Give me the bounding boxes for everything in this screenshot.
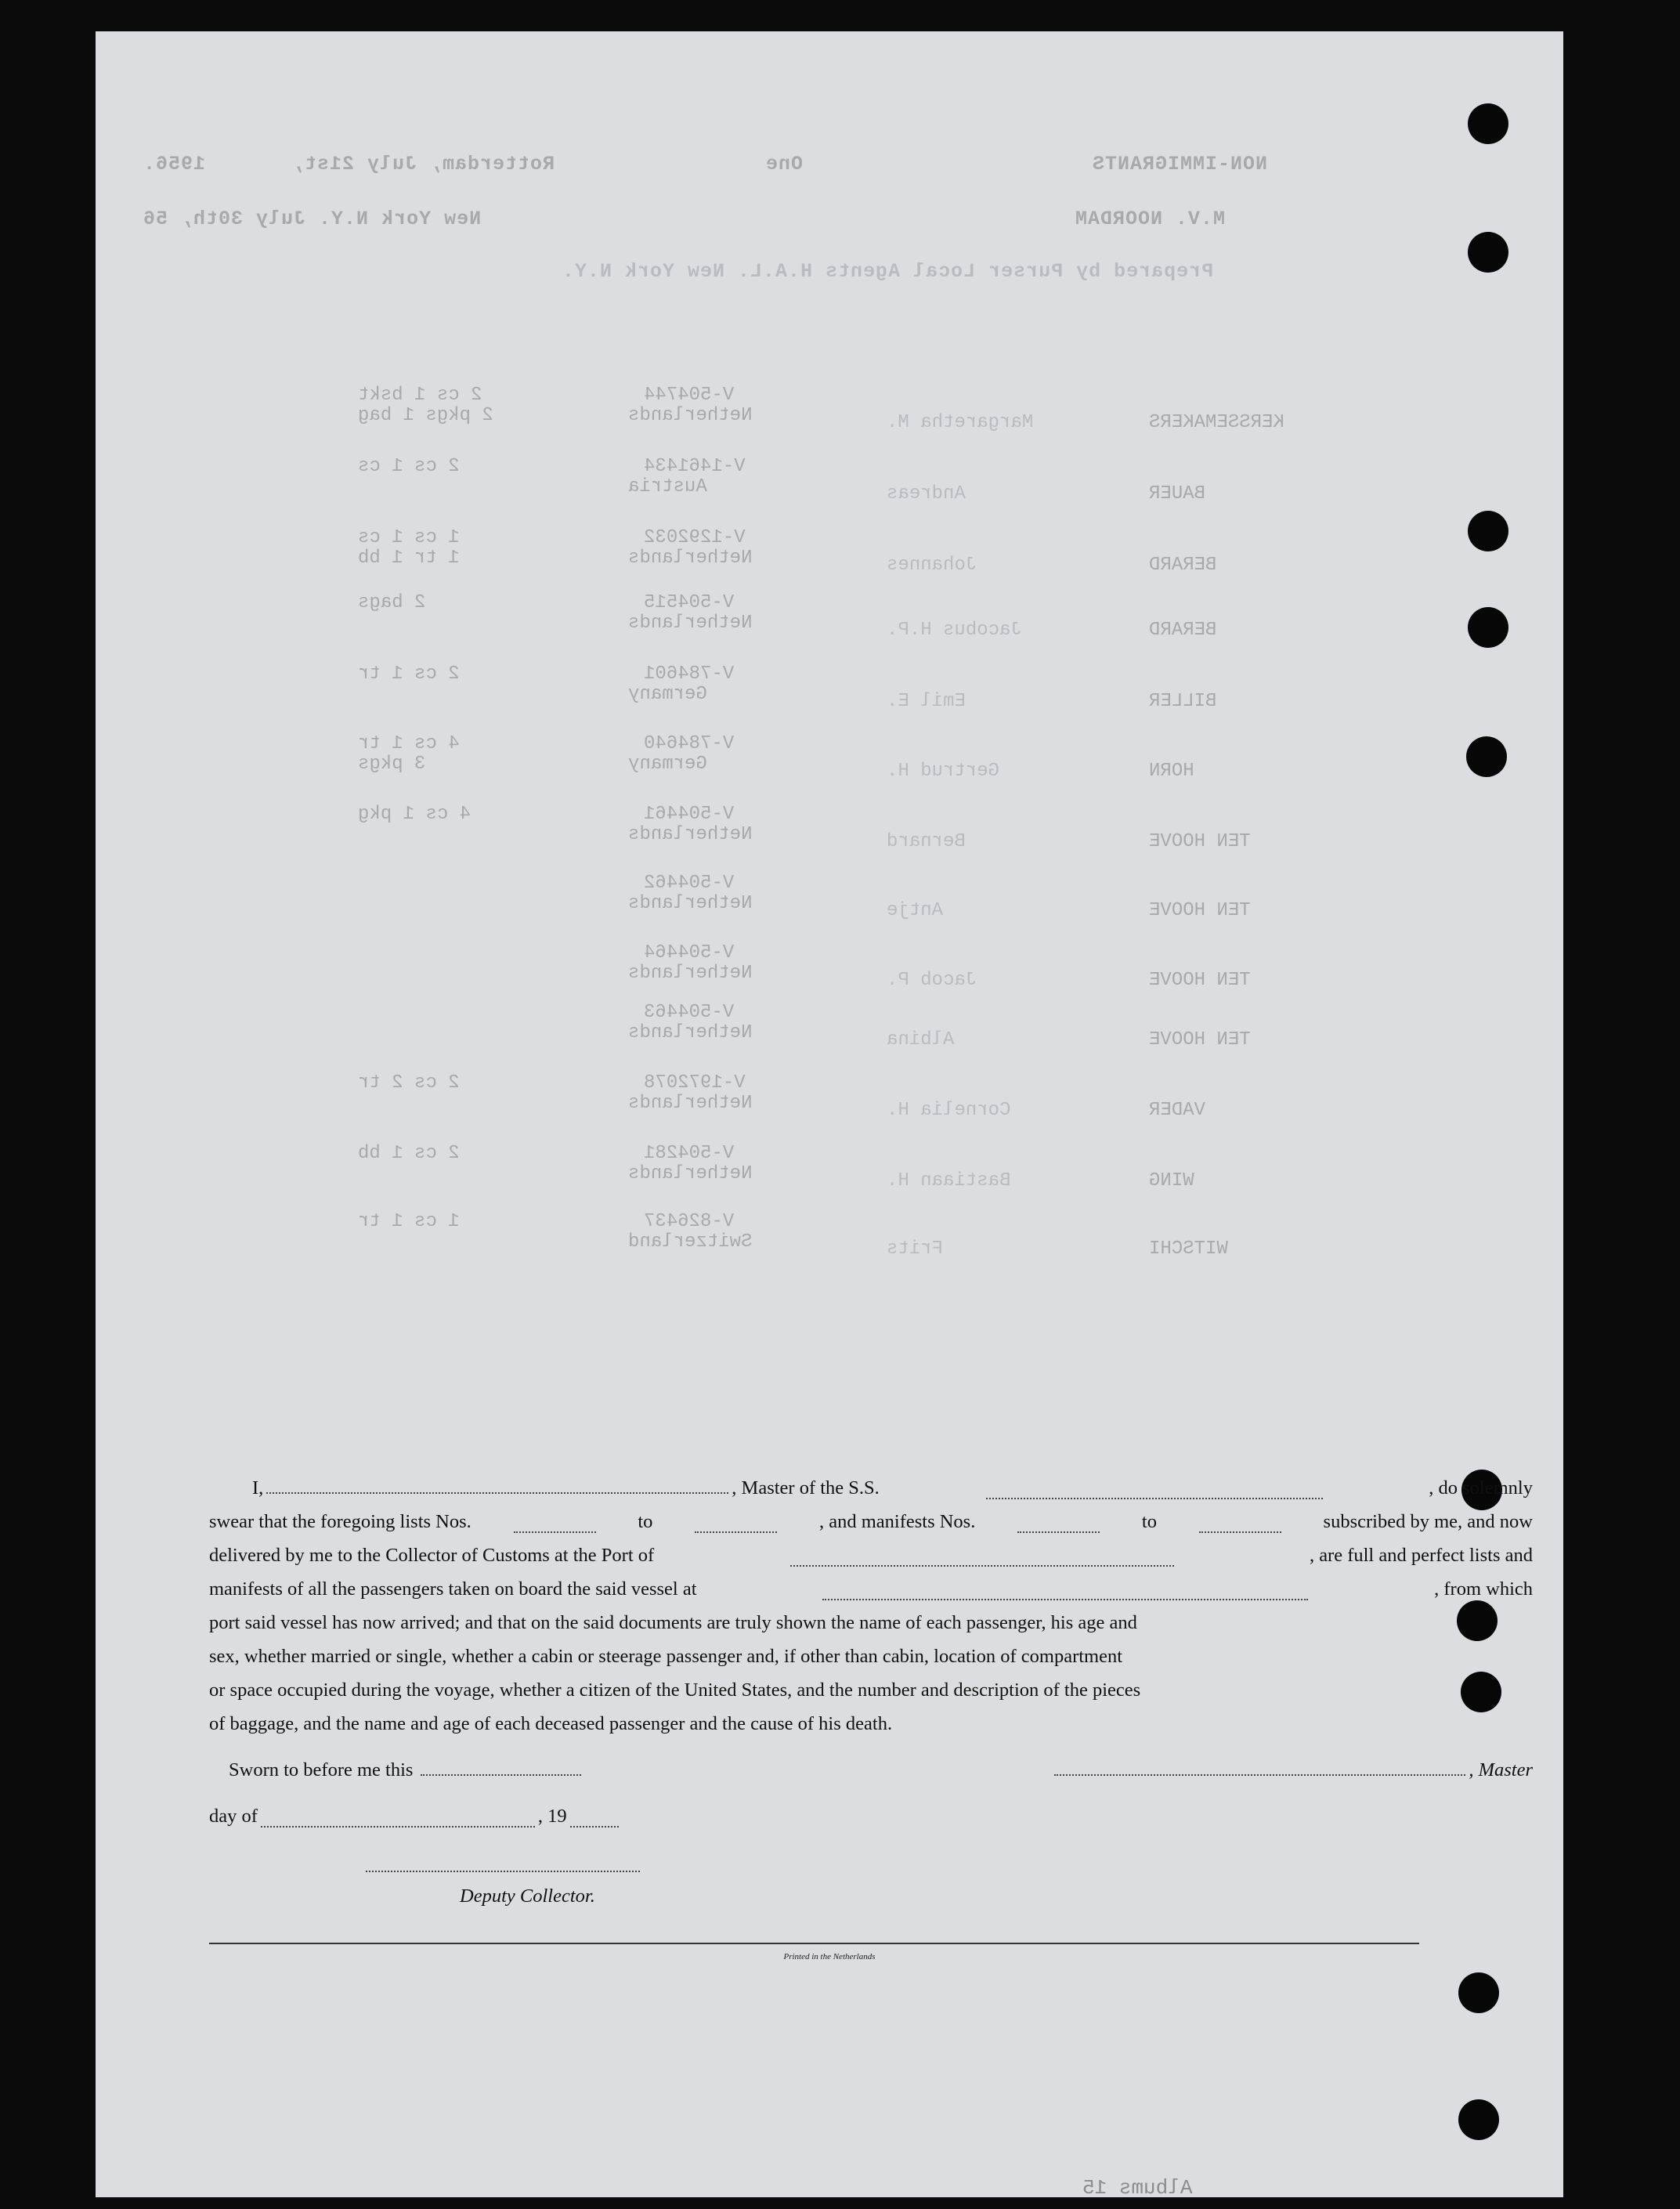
decl-text: , do solemnly [1429, 1477, 1533, 1499]
ghost-country: Netherlands [628, 1022, 753, 1043]
decl-text: subscribed by me, and now [1323, 1511, 1533, 1532]
ghost-arrival: New York N.Y. July 30th, 56 [143, 208, 482, 230]
port-blank[interactable] [790, 1548, 1174, 1567]
ghost-country: Germany [628, 684, 707, 705]
manifest-from-blank[interactable] [1017, 1514, 1100, 1533]
ghost-given: Emil E. [887, 691, 966, 712]
ghost-country: Germany [628, 754, 707, 775]
ghost-bags1: 2 cs 1 bb [358, 1143, 460, 1164]
ghost-given: Bernard [887, 831, 966, 852]
ghost-visa: V-504462 [644, 873, 735, 894]
ghost-visa: V-504744 [644, 385, 735, 406]
punch-hole [1458, 2099, 1499, 2140]
ghost-header-one: One [765, 153, 804, 175]
ghost-bags1: 1 cs 1 tr [358, 1211, 460, 1232]
ghost-country: Austria [628, 476, 707, 497]
decl-text: port said vessel has now arrived; and that on the said documents are truly shown the name of each passenger, his age and [209, 1612, 1137, 1633]
ghost-visa: V-504281 [644, 1143, 735, 1164]
manifest-to-blank[interactable] [1199, 1514, 1281, 1533]
punch-hole [1466, 736, 1507, 777]
decl-text: , from which [1434, 1578, 1533, 1600]
decl-line-4 [209, 1574, 1533, 1600]
decl-line-8 [209, 1708, 1533, 1735]
ghost-visa: V-826437 [644, 1211, 735, 1232]
ghost-given: Albina [887, 1029, 955, 1050]
punch-hole [1468, 232, 1508, 273]
ghost-visa: V-1461434 [644, 456, 746, 477]
ghost-bags1: 2 cs 1 cs [358, 456, 460, 477]
ghost-visa: V-784601 [644, 663, 735, 685]
ghost-visa: V-784640 [644, 733, 735, 754]
ghost-surname: BERARD [1149, 620, 1217, 641]
decl-text: I, [252, 1477, 264, 1499]
ghost-visa: V-1972078 [644, 1072, 746, 1094]
ghost-header-port: Rotterdam, July 21st, [291, 153, 555, 175]
ghost-country: Netherlands [628, 1163, 753, 1184]
sworn-label: Sworn to before me this [229, 1759, 414, 1781]
ghost-bags1: 2 cs 1 tr [358, 663, 460, 685]
ghost-visa: V-504461 [644, 804, 735, 825]
decl-text: , are full and perfect lists and [1309, 1545, 1533, 1566]
ghost-bags1: 2 cs 2 tr [358, 1072, 460, 1094]
ship-blank[interactable] [986, 1480, 1323, 1499]
decl-line-6 [209, 1641, 1533, 1668]
ghost-country: Netherlands [628, 1093, 753, 1114]
deputy-collector-label: Deputy Collector. [460, 1885, 595, 1907]
manifest-page [96, 31, 1563, 2197]
ghost-given: Jacob P. [887, 970, 977, 991]
ghost-given: Bastiaan H. [887, 1170, 1011, 1191]
decl-line-7 [209, 1675, 1533, 1701]
ghost-bags1: 4 cs 1 pkg [358, 804, 471, 825]
ghost-surname: TEN HOOVE [1149, 970, 1251, 991]
name-blank[interactable] [266, 1475, 728, 1494]
ghost-country: Netherlands [628, 548, 753, 569]
ghost-header-year: 1956. [143, 153, 206, 175]
ghost-surname: BERARD [1149, 555, 1217, 576]
list-from-blank[interactable] [514, 1514, 596, 1533]
footer-rule [209, 1943, 1419, 1944]
ghost-ship: M.V. NOORDAM [1075, 208, 1226, 230]
decl-text: delivered by me to the Collector of Customs at the Port of [209, 1545, 655, 1566]
ghost-surname: WING [1149, 1170, 1194, 1191]
decl-line-5 [209, 1607, 1533, 1634]
master-signature-blank[interactable] [1054, 1757, 1465, 1776]
ghost-footer: Albums 15 [1082, 2176, 1193, 2197]
decl-text: swear that the foregoing lists Nos. [209, 1511, 471, 1532]
ghost-bags1: 4 cs 1 tr [358, 733, 460, 754]
ghost-surname: TEN HOOVE [1149, 900, 1251, 921]
sworn-date-blank[interactable] [421, 1757, 581, 1776]
ghost-bags2: 2 pkgs 1 bag [358, 405, 493, 426]
decl-line-1 [209, 1473, 1533, 1499]
ghost-country: Switzerland [628, 1231, 753, 1253]
ghost-country: Netherlands [628, 963, 753, 984]
decl-text: sex, whether married or single, whether a cabin or steerage passenger and, if other than cabin, location of compartment [209, 1646, 1123, 1667]
ghost-country: Netherlands [628, 613, 753, 634]
ghost-visa: V-504463 [644, 1002, 735, 1023]
ghost-surname: BAUER [1149, 483, 1206, 504]
punch-hole [1468, 511, 1508, 551]
ghost-surname: TEN HOOVE [1149, 831, 1251, 852]
ghost-visa: V-504515 [644, 592, 735, 613]
deputy-signature-line[interactable] [366, 1871, 640, 1872]
punch-hole [1458, 1972, 1499, 2013]
ghost-given: Andreas [887, 483, 966, 504]
decl-text: to [638, 1511, 653, 1532]
ghost-given: Gertrud H. [887, 761, 1000, 782]
punch-hole [1468, 103, 1508, 144]
printed-note: Printed in the Netherlands [783, 1952, 876, 1961]
ghost-bags1: 1 cs 1 cs [358, 527, 460, 548]
ghost-given: Johannes [887, 555, 977, 576]
decl-text: , and manifests Nos. [818, 1511, 976, 1532]
decl-text: manifests of all the passengers taken on board the said vessel at [209, 1578, 697, 1600]
ghost-bags2: 3 pkgs [358, 754, 426, 775]
vessel-port-blank[interactable] [822, 1582, 1308, 1600]
ghost-surname: WITSCHI [1149, 1238, 1228, 1260]
master-label: , Master [1469, 1759, 1533, 1781]
ghost-surname: VADER [1149, 1100, 1206, 1121]
ghost-visa: V-1292032 [644, 527, 746, 548]
day-blank[interactable] [261, 1809, 535, 1828]
ghost-given: Margaretha M. [887, 412, 1034, 433]
ghost-surname: BILLER [1149, 691, 1217, 712]
ghost-given: Antje [887, 900, 944, 921]
decl-text: to [1141, 1511, 1157, 1532]
year-label: , 19 [537, 1806, 567, 1827]
ghost-surname: KERSSEMAKERS [1149, 412, 1284, 433]
list-to-blank[interactable] [695, 1514, 777, 1533]
ghost-surname: TEN HOOVE [1149, 1029, 1251, 1050]
ghost-bags1: 2 cs 1 bskt [358, 385, 482, 406]
decl-line-3 [209, 1540, 1533, 1567]
decl-line-2 [209, 1506, 1533, 1533]
decl-text: of baggage, and the name and age of each deceased passenger and the cause of his death. [209, 1713, 893, 1734]
ghost-given: Cornelia H. [887, 1100, 1011, 1121]
decl-text: or space occupied during the voyage, whether a citizen of the United States, and the number and description of the pieces [209, 1679, 1141, 1701]
ghost-bags1: 2 bags [358, 592, 426, 613]
ghost-prepared: Prepared by Purser Local Agents H.A.L. New York N.Y. [562, 260, 1214, 283]
ghost-country: Netherlands [628, 824, 753, 845]
ghost-given: Frits [887, 1238, 944, 1260]
ghost-surname: HORN [1149, 761, 1194, 782]
year-blank[interactable] [570, 1809, 619, 1828]
punch-hole [1468, 607, 1508, 648]
day-of-label: day of [209, 1806, 258, 1827]
ghost-given: Jacobus H.P. [887, 620, 1022, 641]
ghost-visa: V-504464 [644, 942, 735, 964]
sworn-line [209, 1755, 1533, 1781]
ghost-bags2: 1 tr 1 bb [358, 548, 460, 569]
day-line [209, 1801, 1533, 1828]
ghost-country: Netherlands [628, 893, 753, 914]
ghost-header-right: NON-IMMIGRANTS [1092, 153, 1268, 175]
decl-text: , Master of the S.S. [732, 1477, 880, 1499]
ghost-country: Netherlands [628, 405, 753, 426]
